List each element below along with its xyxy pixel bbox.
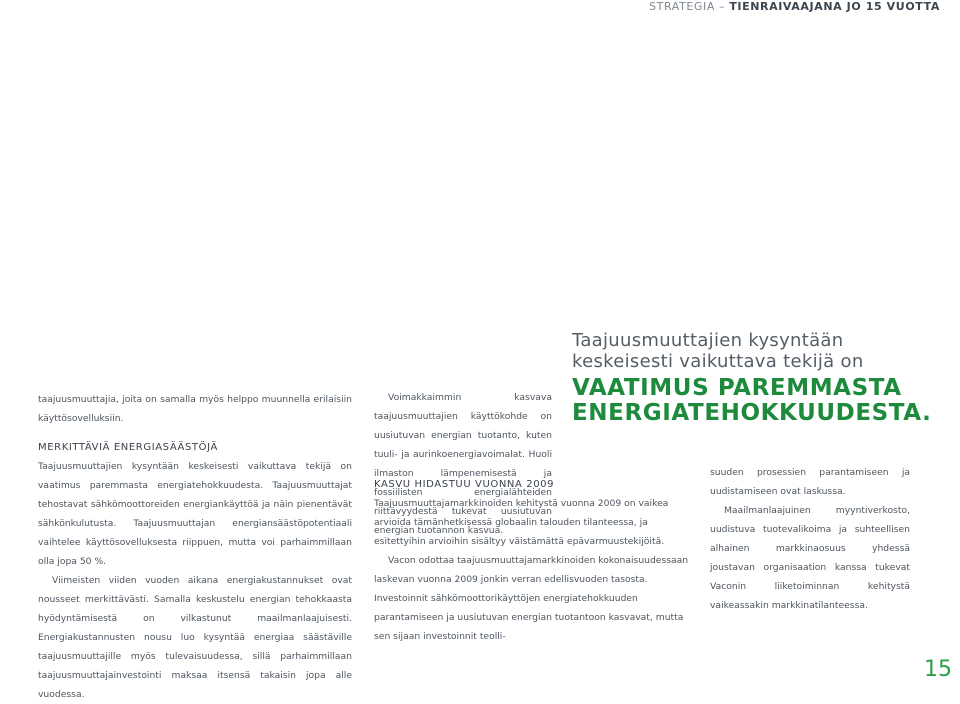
header-title: TIENRAIVAAJANA JO 15 VUOTTA [729,0,940,13]
pull-quote-emphasis [572,376,932,426]
middle-heading: KASVU HIDASTUU VUONNA 2009 [374,479,555,490]
right-column [710,463,910,615]
pull-quote-lead: Taajuusmuuttajien kysyntään keskeisesti vaikuttava tekijä on [572,330,864,372]
right-paragraph-1: suuden prosessien parantamiseen ja uudistamiseen ovat laskussa. [710,467,910,497]
pull-quote [572,330,932,426]
page-number: 15 [924,657,952,682]
right-paragraph-2: Maailmanlaajuinen myyntiverkosto, uudistuva tuotevalikoima ja suhteellisen alhainen markkinaosuus yhdessä joustavan organisaation kanssa tukevat Vaconin liiketoiminnan kehitystä vaikeassakin markkinatilanteessa. [710,505,910,611]
header-section: STRATEGIA [649,0,716,13]
middle-column [374,463,692,646]
left-column [38,390,352,704]
left-paragraph-1: Taajuusmuuttajien kysyntään keskeisesti vaikuttava tekijä on vaatimus paremmasta energiatehokkuudesta. Taajuusmuuttajat tehostavat sähkömoottoreiden energiankäyttöä ja näin pienentävät sähkönkulutusta. Taajuusmuuttajan energiansäästöpotentiaali vaihtelee käyttösovelluksesta riippuen, mutta voi parhaimmillaan olla jopa 50 %. [38,461,352,567]
middle-paragraph-2: Vacon odottaa taajuusmuuttajamarkkinoiden kokonaisuudessaan laskevan vuonna 2009 jonkin verran edellisvuoden tasosta. Investoinnit sähkömoottorikäyttöjen energiatehokkuuden parantamiseen ja uusiutuvan energian tuotantoon kasvavat, mutta sen sijaan investoinnit teolli- [374,555,689,642]
left-paragraph-2: Viimeisten viiden vuoden aikana energiakustannukset ovat nousseet merkittävästi. Samalla keskustelu energian tehokkaasta hyödyntämisestä on vilkastunut maailmanlaajuisesti. Energiakustannusten nousu luo kysyntää energiaa säästäville taajuusmuuttajille myös tulevaisuudessa, sillä parhaimmillaan taajuusmuuttajainvestointi maksaa itsensä takaisin jopa alle vuodessa. [38,575,352,700]
left-intro: taajuusmuuttajia, joita on samalla myös helppo muunnella erilaisiin käyttösovelluksiin. [38,394,352,424]
running-header: STRATEGIA – TIENRAIVAAJANA JO 15 VUOTTA [649,0,940,13]
pull-quote-emphasis-line-1: VAATIMUS PAREMMASTA [572,375,902,401]
middle-paragraph-1: Taajuusmuuttajamarkkinoiden kehitystä vuonna 2009 on vaikea arvioida tämänhetkisessä globaalin talouden tilanteessa, ja esitettyihin arvioihin sisältyy väistämättä epävarmuustekijöitä. [374,498,669,547]
pull-quote-emphasis-line-2: ENERGIATEHOKKUUDESTA. [572,400,932,426]
left-heading: MERKITTÄVIÄ ENERGIASÄÄSTÖJÄ [38,442,218,453]
middle-top-text: Voimakkaimmin kasvava taajuusmuuttajien käyttökohde on uusiutuvan energian tuotanto, kuten tuuli- ja aurinkoenergiavoimalat. Huoli ilmaston lämpenemisestä ja fossiilisten energialähteiden riittävyydestä tukevat uusiutuvan energian tuotannon kasvua. [374,392,552,536]
